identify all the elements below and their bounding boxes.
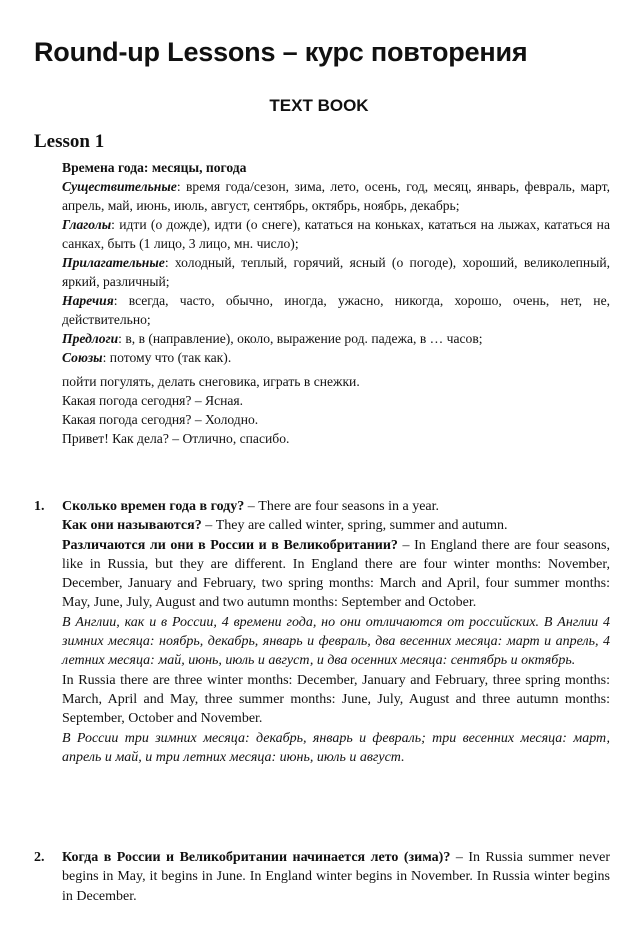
vocab-label: Прилагательные <box>62 255 165 270</box>
qa-pair <box>62 848 610 906</box>
vocab-label: Предлоги <box>62 331 119 346</box>
answer-text: – In England there are four seasons, like in Russia, but they are different. In England there are four winter months: November, December, January and February, two spring months: March and April, four summer months: May, June, July, August and two autumn months: September and October. <box>62 537 610 611</box>
russian-translation: В Англии, как и в России, 4 времени года, но они отличаются от российских. В Англии 4 зимних месяца: ноябрь, декабрь, январь и февраль, два весенних месяца: март и апрель, 4 летних месяца: май, июнь, июль и август, и два осенних месяца: сентябрь и октябрь. <box>62 614 610 669</box>
russian-translation: В России три зимних месяца: декабрь, январь и февраль; три весенних месяца: март, апрель и май, и три летних месяца: июнь, июль и август. <box>62 730 610 765</box>
phrase-line: Какая погода сегодня? – Холодно. <box>62 412 259 427</box>
question-body <box>62 497 610 767</box>
question-text: Сколько времен года в году? <box>62 499 245 514</box>
question-2 <box>34 848 610 906</box>
vocab-entry-adjectives <box>62 253 610 291</box>
vocab-entry-prepositions <box>62 329 610 348</box>
qa-pair <box>62 536 610 613</box>
qa-pair <box>62 516 610 535</box>
vocab-text: : идти (о дожде), идти (о снеге), кататься на коньках, кататься на лыжах, кататься на санках, быть (1 лицо, 3 лицо, мн. число); <box>62 217 610 251</box>
phrase-line: Привет! Как дела? – Отлично, спасибо. <box>62 431 290 446</box>
question-number: 1. <box>34 499 45 514</box>
answer-text: – There are four seasons in a year. <box>244 499 440 514</box>
vocab-label: Союзы <box>62 350 103 365</box>
vocab-label: Наречия <box>62 293 114 308</box>
page-title: Round-up Lessons – курс повторения <box>34 37 528 67</box>
question-text: Различаются ли они в России и в Великобритании? <box>62 537 398 553</box>
phrase-line: Какая погода сегодня? – Ясная. <box>62 393 244 408</box>
question-1 <box>34 497 610 767</box>
vocab-entry-verbs <box>62 215 610 253</box>
vocab-text: : холодный, теплый, горячий, ясный (о погоде), хороший, великолепный, яркий, различный; <box>62 255 610 289</box>
vocab-text: : в, в (направление), около, выражение род. падежа, в … часов; <box>118 331 483 346</box>
qa-pair <box>62 497 610 516</box>
question-text: Как они называются? <box>62 518 202 534</box>
vocabulary-block <box>62 158 610 448</box>
vocab-entry-conjunctions <box>62 348 610 367</box>
phrase-list <box>62 372 610 448</box>
vocab-label: Существительные <box>62 179 177 194</box>
question-text: Когда в России и Великобритании начинается лето (зима)? <box>62 850 451 865</box>
page-subtitle: TEXT BOOK <box>269 96 369 115</box>
vocab-text: : время года/сезон, зима, лето, осень, год, месяц, январь, февраль, март, апрель, май, июнь, июль, август, сентябрь, октябрь, ноябрь, декабрь; <box>62 179 610 213</box>
answer-text: – In Russia summer never begins in May, it begins in June. In England winter begins in November. In Russia winter begins in December. <box>62 850 611 904</box>
question-body <box>62 848 610 906</box>
lesson-heading: Lesson 1 <box>34 131 105 152</box>
question-number: 2. <box>34 850 45 865</box>
vocab-text: : всегда, часто, обычно, иногда, ужасно, никогда, хорошо, очень, нет, не, действительно; <box>62 293 610 327</box>
vocab-text: : потому что (так как). <box>102 350 232 365</box>
answer-text: – They are called winter, spring, summer and autumn. <box>201 518 508 534</box>
phrase-line: пойти погулять, делать снеговика, играть в снежки. <box>62 374 360 389</box>
answer-paragraph: In Russia there are three winter months: December, January and February, three spring months: March, April and May, three summer months: June, July, August and three autumn months: September, October and November. <box>62 672 610 727</box>
vocabulary-heading: Времена года: месяцы, погода <box>62 160 247 175</box>
vocab-entry-adverbs <box>62 291 610 329</box>
vocab-entry-nouns <box>62 177 610 215</box>
vocab-label: Глаголы <box>62 217 112 232</box>
